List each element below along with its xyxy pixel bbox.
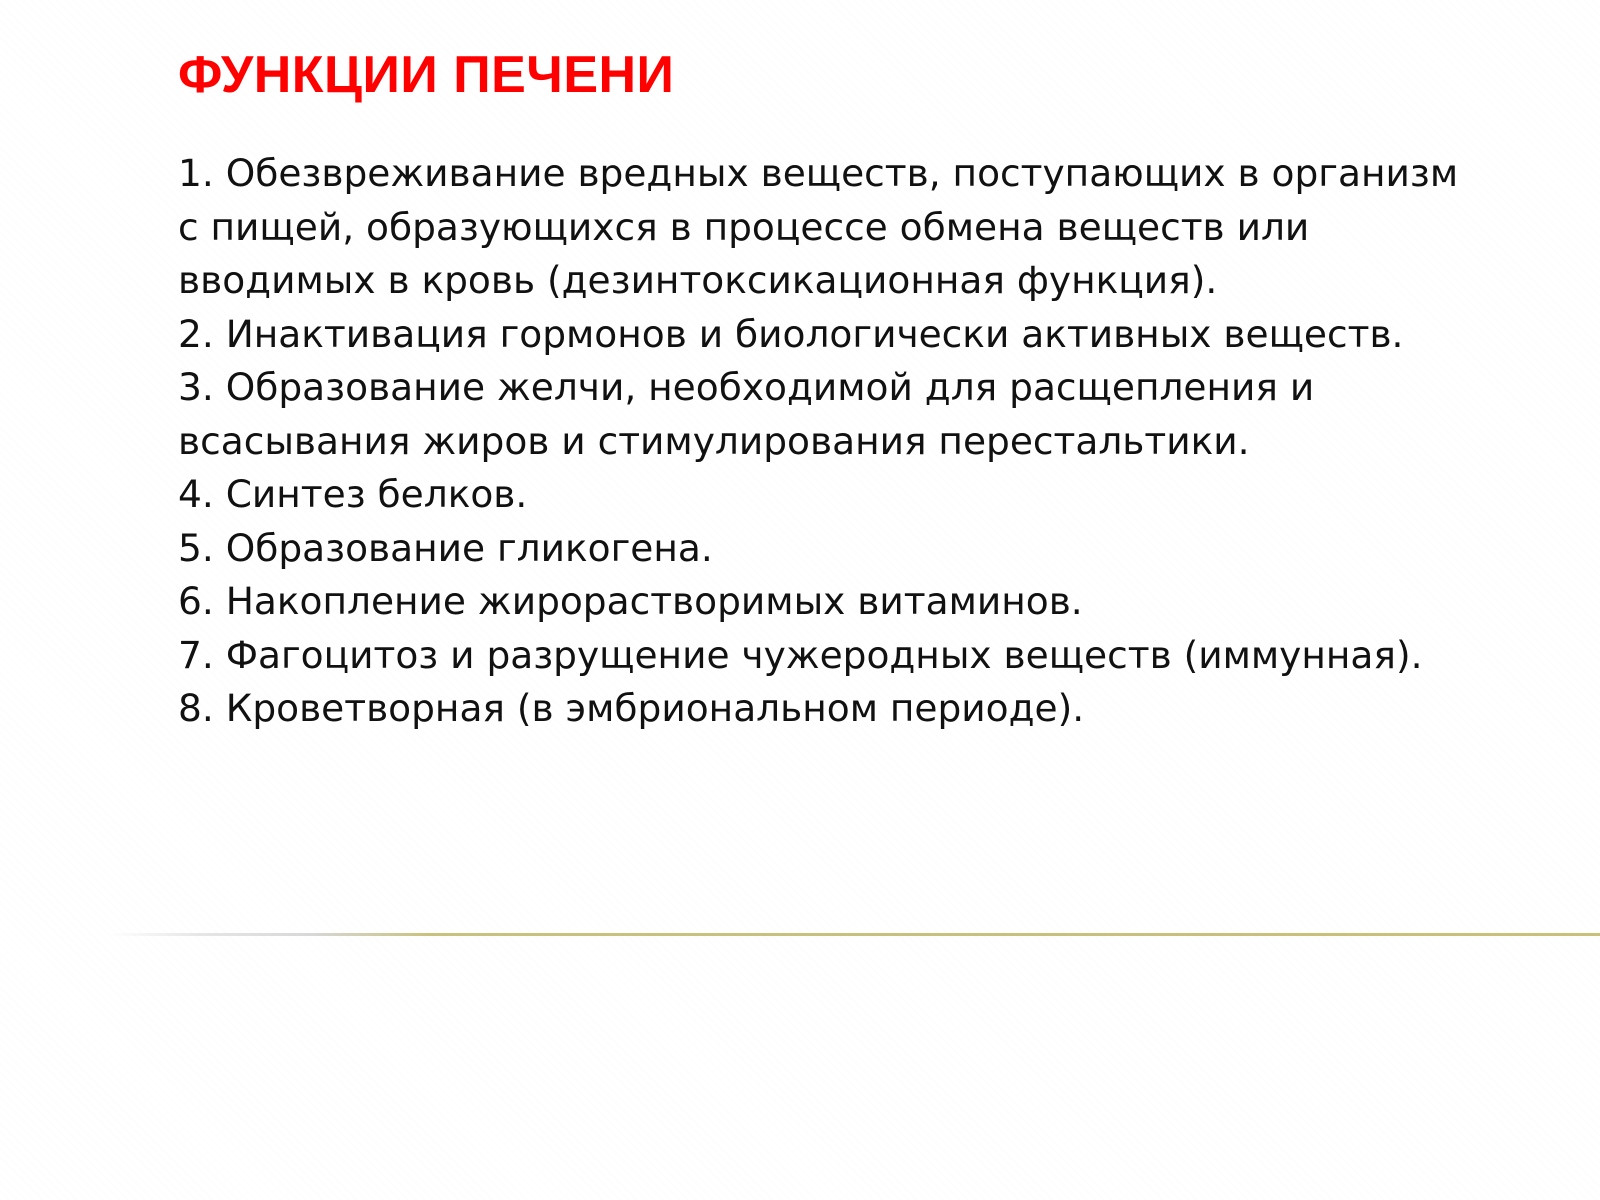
list-item: 8. Кроветворная (в эмбриональном периоде). xyxy=(178,686,1085,730)
list-item: 1. Обезвреживание вредных веществ, поступающих в организм с пищей, образующихся в процессе обмена веществ или вводимых в кровь (дезинтоксикационная функция). xyxy=(178,151,1459,302)
list-item: 4. Синтез белков. xyxy=(178,472,528,516)
divider-line xyxy=(110,933,1600,936)
list-item: 3. Образование желчи, необходимой для расщепления и всасывания жиров и стимулирования перестальтики. xyxy=(178,365,1315,463)
functions-list xyxy=(178,147,1478,736)
list-item: 7. Фагоцитоз и разрущение чужеродных веществ (иммунная). xyxy=(178,632,1423,677)
slide-title: ФУНКЦИИ ПЕЧЕНИ xyxy=(178,46,675,104)
list-item: 5. Образование гликогена. xyxy=(178,525,713,570)
list-item: 6. Накопление жирорастворимых витаминов. xyxy=(178,579,1083,623)
list-item: 2. Инактивация гормонов и биологически активных веществ. xyxy=(178,311,1404,356)
